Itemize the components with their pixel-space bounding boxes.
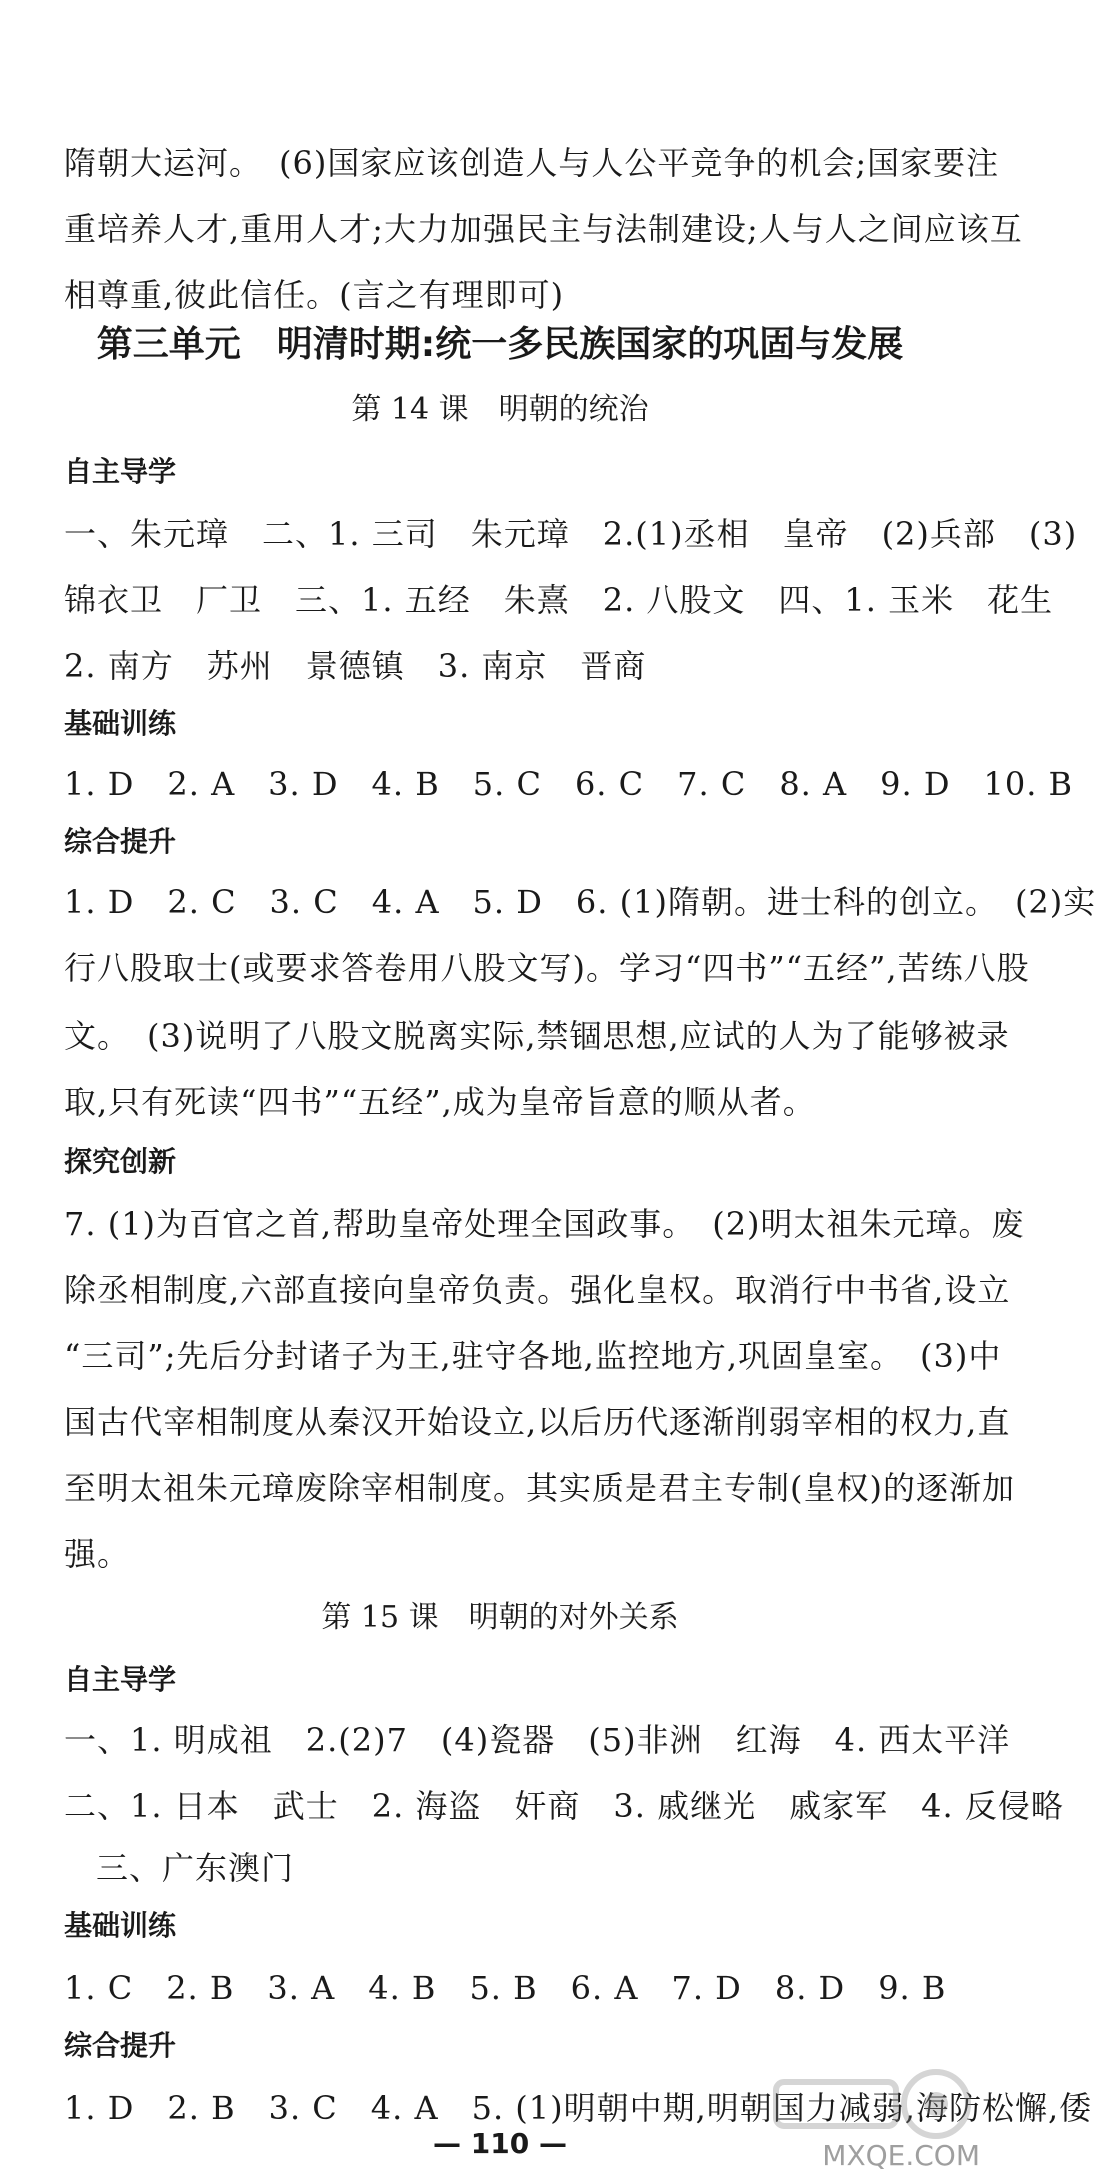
text-line: 行八股取士(或要求答卷用八股文写)。学习“四书”“五经”,苦练八股 bbox=[64, 949, 1030, 987]
page-number: — 110 — bbox=[433, 2127, 567, 2160]
text-line: 一、朱元璋 二、1. 三司 朱元璋 2.(1)丞相 皇帝 (2)兵部 (3) bbox=[64, 515, 1078, 553]
section-heading: 综合提升 bbox=[64, 2029, 177, 2062]
text-line: 至明太祖朱元璋废除宰相制度。其实质是君主专制(皇权)的逐渐加 bbox=[64, 1469, 1015, 1507]
text-line: 1. D 2. C 3. C 4. A 5. D 6. (1)隋朝。进士科的创立。 (2)实 bbox=[64, 883, 1096, 921]
text-line: 国古代宰相制度从秦汉开始设立,以后历代逐渐削弱宰相的权力,直 bbox=[64, 1403, 1011, 1441]
text-line: 二、1. 日本 武士 2. 海盗 奸商 3. 戚继光 戚家军 4. 反侵略 bbox=[64, 1787, 1064, 1825]
text-line: 锦衣卫 厂卫 三、1. 五经 朱熹 2. 八股文 四、1. 玉米 花生 bbox=[64, 581, 1054, 619]
text-line: 2. 南方 苏州 景德镇 3. 南京 晋商 bbox=[64, 647, 647, 685]
text-line: 三、广东澳门 bbox=[96, 1849, 295, 1887]
text-line: 文。 (3)说明了八股文脱离实际,禁锢思想,应试的人为了能够被录 bbox=[64, 1017, 1010, 1055]
lesson-14-title: 第 14 课 明朝的统治 bbox=[351, 392, 649, 427]
text-line: 一、1. 明成祖 2.(2)7 (4)瓷器 (5)非洲 红海 4. 西太平洋 bbox=[64, 1721, 1011, 1759]
section-heading: 探究创新 bbox=[64, 1145, 177, 1178]
text-line: 相尊重,彼此信任。(言之有理即可) bbox=[64, 276, 565, 314]
text-line: 除丞相制度,六部直接向皇帝负责。强化皇权。取消行中书省,设立 bbox=[64, 1271, 1011, 1309]
text-line: 1. C 2. B 3. A 4. B 5. B 6. A 7. D 8. D 9. B bbox=[64, 1969, 947, 2007]
text-line: 隋朝大运河。 (6)国家应该创造人与人公平竞争的机会;国家要注 bbox=[64, 144, 1000, 182]
section-heading: 自主导学 bbox=[64, 1663, 177, 1696]
watermark-text: MXQE.COM bbox=[822, 2139, 980, 2172]
section-heading: 综合提升 bbox=[64, 825, 177, 858]
lesson-15-title: 第 15 课 明朝的对外关系 bbox=[321, 1600, 679, 1635]
section-heading: 基础训练 bbox=[64, 1909, 177, 1942]
text-line: “三司”;先后分封诸子为王,驻守各地,监控地方,巩固皇室。 (3)中 bbox=[64, 1337, 1002, 1375]
section-heading: 基础训练 bbox=[64, 707, 177, 740]
text-line: 强。 bbox=[64, 1535, 131, 1573]
section-heading: 自主导学 bbox=[64, 455, 177, 488]
text-line: 重培养人才,重用人才;大力加强民主与法制建设;人与人之间应该互 bbox=[64, 210, 1023, 248]
text-line: 1. D 2. B 3. C 4. A 5. (1)明朝中期,明朝国力减弱,海防松懈,倭 bbox=[64, 2089, 1093, 2127]
text-line: 7. (1)为百官之首,帮助皇帝处理全国政事。 (2)明太祖朱元璋。废 bbox=[64, 1205, 1025, 1243]
unit-title: 第三单元 明清时期:统一多民族国家的巩固与发展 bbox=[96, 324, 904, 365]
text-line: 1. D 2. A 3. D 4. B 5. C 6. C 7. C 8. A 9. D 10. B bbox=[64, 765, 1074, 803]
text-line: 取,只有死读“四书”“五经”,成为皇帝旨意的顺从者。 bbox=[64, 1083, 816, 1121]
